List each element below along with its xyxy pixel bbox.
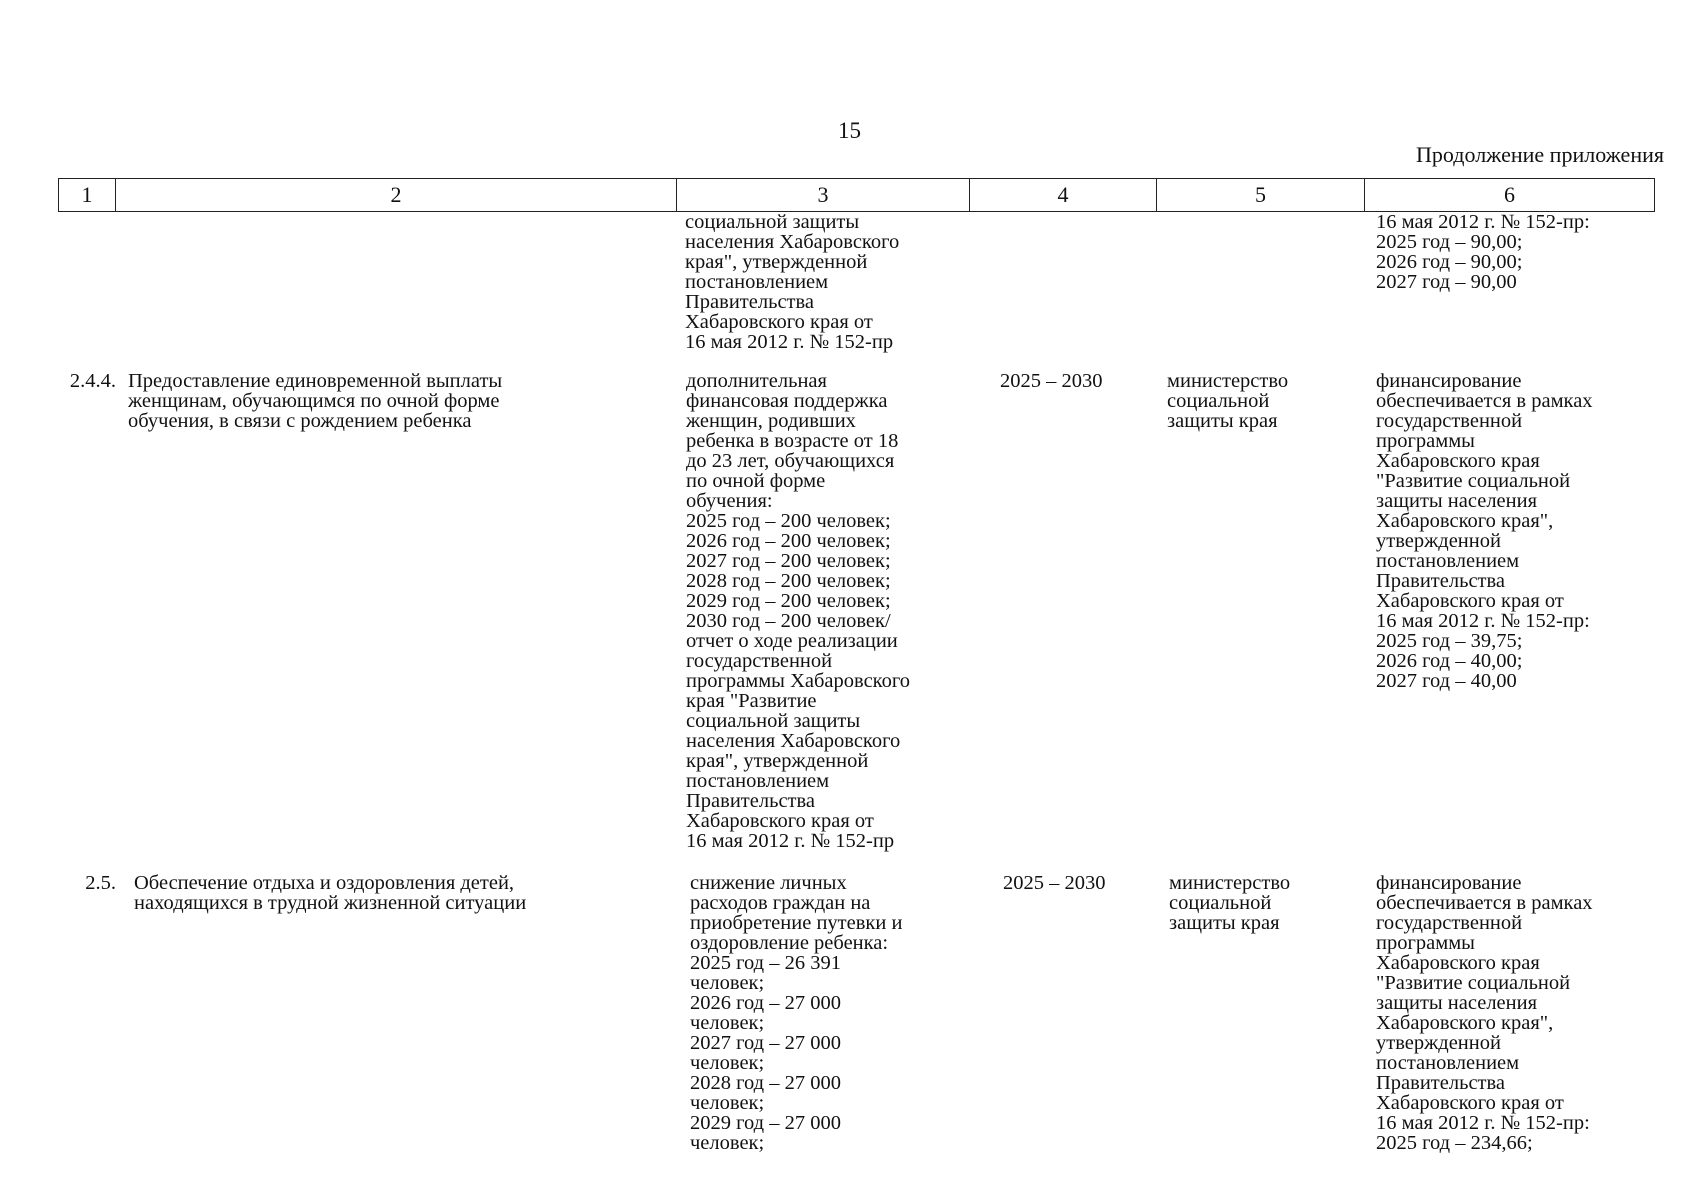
header-col-5: 5 <box>1157 179 1365 212</box>
row-result: дополнительная финансовая поддержка женщин, родивших ребенка в возрасте от 18 до 23 лет, обучающихся по очной форме обучения: 2025 год – 200 человек; 2026 год – 200 человек; 2027 год – 200 человек; 2028 год – 200 человек; 2029 год – 200 человек; 2030 год – 200 человек/ отчет о ходе реализации государственной программы Хабаровского края "Развитие социальной защиты населения Хабаровского края", утвержденной постановлением Правительства Хабаровского края от 16 мая 2012 г. № 152-пр <box>686 370 910 852</box>
row-name: Предоставление единовременной выплаты женщинам, обучающимся по очной форме обучения, в связи с рождением ребенка <box>128 370 503 432</box>
row-number: 2.5. <box>85 872 116 894</box>
row-executor: министерство социальной защиты края <box>1169 872 1291 934</box>
page-number: 15 <box>838 118 861 143</box>
row-period: 2025 – 2030 <box>1000 370 1103 392</box>
row-financing: финансирование обеспечивается в рамках государственной программы Хабаровского края "Развитие социальной защиты населения Хабаровского края", утвержденной постановлением Правительства Хабаровского края от 16 мая 2012 г. № 152-пр: 2025 год – 234,66; <box>1376 872 1593 1154</box>
header-col-2: 2 <box>116 179 677 212</box>
row-number: 2.4.4. <box>69 370 116 392</box>
row-executor: министерство социальной защиты края <box>1167 370 1289 432</box>
header-col-4: 4 <box>970 179 1157 212</box>
header-col-3: 3 <box>677 179 970 212</box>
header-col-1: 1 <box>59 179 116 212</box>
table-header <box>58 178 1655 212</box>
row-result: снижение личных расходов граждан на приобретение путевки и оздоровление ребенка: 2025 год – 26 391 человек; 2026 год – 27 000 человек; 2027 год – 27 000 человек; 2028 год – 27 000 человек; 2029 год – 27 000 человек; <box>690 872 903 1154</box>
carryover-result: социальной защиты населения Хабаровского края", утвержденной постановлением Правительства Хабаровского края от 16 мая 2012 г. № 152-пр <box>685 211 900 353</box>
row-financing: финансирование обеспечивается в рамках государственной программы Хабаровского края "Развитие социальной защиты населения Хабаровского края", утвержденной постановлением Правительства Хабаровского края от 16 мая 2012 г. № 152-пр: 2025 год – 39,75; 2026 год – 40,00; 2027 год – 40,00 <box>1376 370 1593 692</box>
header-col-6: 6 <box>1365 179 1655 212</box>
row-period: 2025 – 2030 <box>1003 872 1106 894</box>
continuation-label: Продолжение приложения <box>1416 142 1664 167</box>
row-name: Обеспечение отдыха и оздоровления детей, находящихся в трудной жизненной ситуации <box>134 872 527 914</box>
carryover-financing: 16 мая 2012 г. № 152-пр: 2025 год – 90,00; 2026 год – 90,00; 2027 год – 90,00 <box>1376 211 1590 293</box>
